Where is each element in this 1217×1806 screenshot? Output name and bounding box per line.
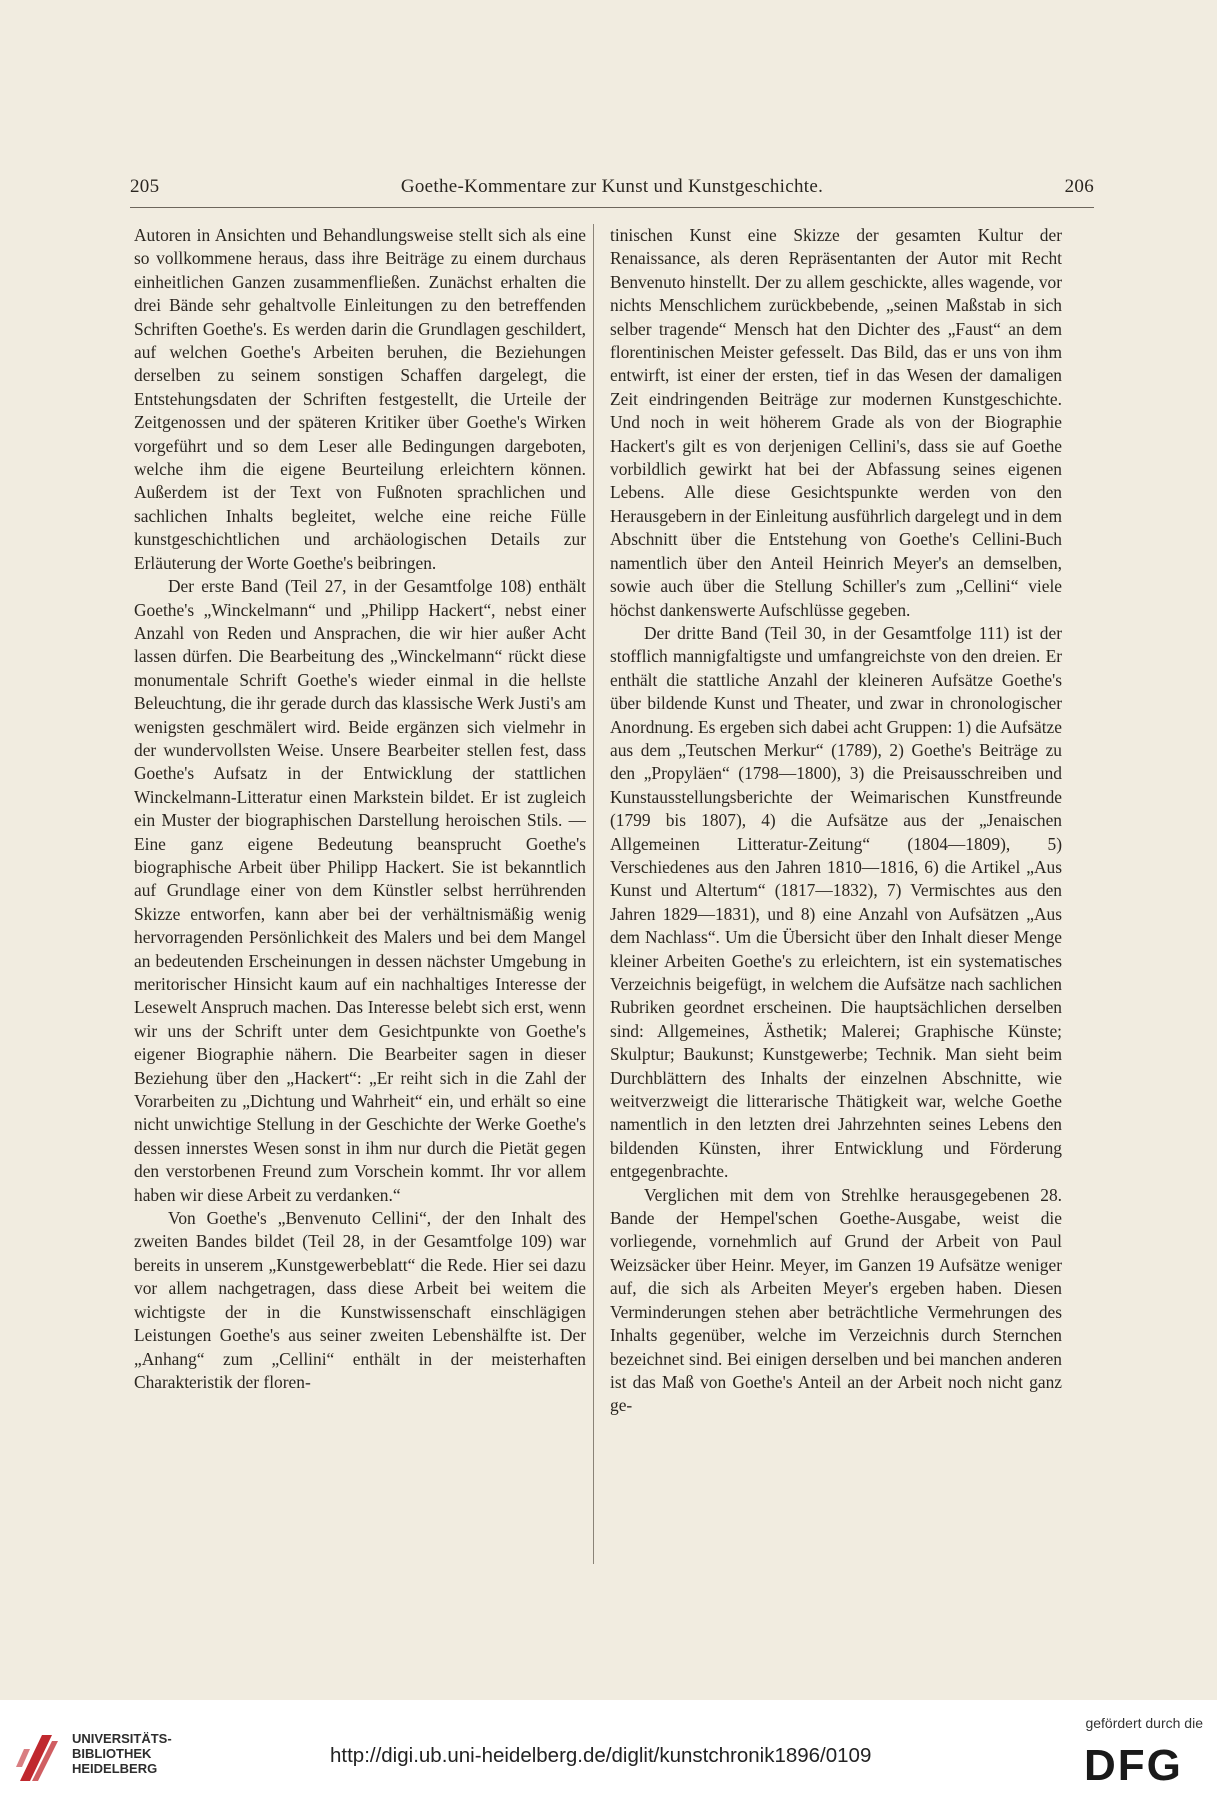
page-header [130, 176, 1094, 206]
paragraph: Von Goethe's „Benvenuto Cellini“, der den Inhalt des zweiten Bandes bildet (Teil 28, in der Gesamtfolge 109) war bereits in unserem „Kunstgewerbeblatt“ die Rede. Hier sei dazu vor allem nachgetragen, dass diese Arbeit bei weitem die wichtigste der in die Kunstwissenschaft einschlägigen Leistungen Goethe's aus seiner zweiten Lebenshälfte ist. Der „Anhang“ zum „Cellini“ enthält in der meisterhaften Charakteristik der floren- [134, 1208, 586, 1392]
paragraph: Der erste Band (Teil 27, in der Gesamtfolge 108) enthält Goethe's „Winckelmann“ und „Philipp Hackert“, nebst einer Anzahl von Reden und Ansprachen, die wir hier außer Acht lassen dürfen. Die Bearbeitung des „Winckelmann“ rückt diese monumentale Schrift Goethe's wieder einmal in die hellste Beleuchtung, die ihr gerade durch das klassische Werk Justi's am wenigsten geschmälert wird. Beide ergänzen sich vielmehr in der wundervollsten Weise. Unsere Bearbeiter stellen fest, dass Goethe's Aufsatz in der Entwicklung der stattlichen Winckelmann-Litteratur einen Markstein bildet. Er ist zugleich ein Muster der biographischen Darstellung heroischen Stils. — Eine ganz eigene Bedeutung beansprucht Goethe's biographische Arbeit über Philipp Hackert. Sie ist bekanntlich auf Grundlage einer von dem Künstler selbst herrührenden Skizze entworfen, kann aber bei der verhältnismäßig wenig hervorragenden Persönlichkeit des Malers und bei dem Mangel an bedeutenden Erscheinungen in dessen nächster Umgebung in meritorischer Hinsicht kaum auf ein nachhaltiges Interesse der Lesewelt Anspruch machen. Das Interesse belebt sich erst, wenn wir uns der Schrift unter dem Gesichtpunkte von Goethe's eigener Biographie nähern. Die Bearbeiter sagen in dieser Beziehung über den „Hackert“: „Er reiht sich in die Zahl der Vorarbeiten zu „Dichtung und Wahrheit“ ein, und erhält so eine nicht unwichtige Stellung in der Geschichte der Werke Goethe's dessen innerstes Wesen sonst in ihm nur durch die Pietät gegen den verstorbenen Freund zum Vorschein kommt. Ihr vor allem haben wir diese Arbeit zu verdanken.“ [134, 576, 586, 1205]
library-logo-icon [12, 1727, 62, 1787]
page-number-left: 205 [130, 176, 160, 197]
permalink-url[interactable]: http://digi.ub.uni-heidelberg.de/diglit/kunstchronik1896/0109 [330, 1744, 872, 1767]
dfg-logo-icon [1082, 1742, 1204, 1784]
paragraph: Autoren in Ansichten und Behandlungsweise stellt sich als eine so vollkommene heraus, dass ihre Beiträge zu einem durchaus einheitlichen Ganzen zusammenfließen. Zunächst erhalten die drei Bände sehr gehaltvolle Einleitungen zu den betreffenden Schriften Goethe's. Es werden darin die Grundlagen geschildert, auf welchen Goethe's Arbeiten beruhen, die Beziehungen derselben zu seinem sonstigen Schaffen dargelegt, die Entstehungsdaten der Schriften festgestellt, die Urteile der Zeitgenossen und der späteren Kritiker über Goethe's Wirken vorgeführt und so dem Leser alle Bedingungen dargeboten, welche ihm die eigene Beurteilung erleichtern können. Außerdem ist der Text von Fußnoten sprachlichen und sachlichen Inhalts begleitet, welche eine reiche Fülle kunstgeschichtlichen und archäologischen Details zur Erläuterung der Worte Goethe's beibringen. [134, 225, 586, 573]
funding-note: gefördert durch die [1085, 1715, 1203, 1731]
library-name [72, 1731, 172, 1776]
left-column [134, 224, 586, 1568]
library-name-line: UNIVERSITÄTS- [72, 1731, 172, 1746]
right-column [610, 224, 1062, 1568]
library-name-line: BIBLIOTHEK [72, 1746, 152, 1761]
running-title: Goethe-Kommentare zur Kunst und Kunstgeschichte. [400, 176, 824, 197]
column-divider [593, 224, 594, 1564]
page-number-right: 206 [1064, 176, 1094, 197]
paragraph: tinischen Kunst eine Skizze der gesamten Kultur der Renaissance, als deren Repräsentanten der Autor mit Recht Benvenuto hinstellt. Der zu allem geschickte, alles wagende, vor nichts Menschlichem zurückbebende, „seinen Maßstab in sich selber tragende“ Mensch hat den Dichter des „Faust“ an dem florentinischen Meister gefesselt. Das Bild, das er uns von ihm entwirft, ist einer der ersten, tief in das Wesen der damaligen Zeit eindringenden Beiträge zur modernen Kunstgeschichte. Und noch in weit höherem Grade als von der Biographie Hackert's gilt es von derjenigen Cellini's, dass sie auf Goethe vorbildlich gewirkt hat bei der Abfassung seines eigenen Lebens. Alle diese Gesichtspunkte werden von den Herausgebern in der Einleitung ausführlich dargelegt und in dem Abschnitt über die Entstehung von Goethe's Cellini-Buch namentlich über den Anteil Heinrich Meyer's an demselben, sowie auch über die Stellung Schiller's zum „Cellini“ viele höchst dankenswerte Aufschlüsse gegeben. [610, 225, 1062, 620]
paragraph: Der dritte Band (Teil 30, in der Gesamtfolge 111) ist der stofflich mannigfaltigste und umfangreichste von den dreien. Er enthält die stattliche Anzahl der kleineren Aufsätze Goethe's über bildende Kunst und Theater, und zwar in chronologischer Anordnung. Es ergeben sich dabei acht Gruppen: 1) die Aufsätze aus dem „Teutschen Merkur“ (1789), 2) Goethe's Beiträge zu den „Propyläen“ (1798—1800), 3) die Preisausschreiben und Kunstausstellungsberichte der Weimarischen Kunstfreunde (1799 bis 1807), 4) die Aufsätze aus der „Jenaischen Allgemeinen Litteratur-Zeitung“ (1804—1809), 5) Verschiedenes aus den Jahren 1810—1816, 6) die Artikel „Aus Kunst und Altertum“ (1817—1832), 7) Vermischtes aus den Jahren 1829—1831), und 8) eine Anzahl von Aufsätzen „Aus dem Nachlass“. Um die Übersicht über den Inhalt dieser Menge kleiner Arbeiten Goethe's zu erleichtern, ist ein systematisches Verzeichnis beigefügt, in welchem die Aufsätze nach sachlichen Rubriken geordnet erscheinen. Die hauptsächlichen derselben sind: Allgemeines, Ästhetik; Malerei; Graphische Künste; Skulptur; Baukunst; Kunstgewerbe; Technik. Man sieht beim Durchblättern des Inhalts der einzelnen Abschnitte, wie weitverzweigt die litterarische Thätigkeit war, welche Goethe namentlich in den letzten drei Jahrzehnten seines Lebens den bildenden Künsten, ihrer Entwicklung und Förderung entgegenbrachte. [610, 622, 1062, 1182]
library-name-line: HEIDELBERG [72, 1761, 158, 1776]
dfg-logo-text: DFG [1084, 1742, 1183, 1784]
paragraph: Verglichen mit dem von Strehlke herausgegebenen 28. Bande der Hempel'schen Goethe-Ausgabe, weist die vorliegende, vornehmlich auf Grund der Arbeit von Paul Weizsäcker über Heinr. Meyer, im Ganzen 19 Aufsätze weniger auf, die sich als Arbeiten Meyer's ergeben haben. Diesen Verminderungen stehen aber beträchtliche Vermehrungen des Inhalts gegenüber, welche im Verzeichnis durch Sternchen bezeichnet sind. Bei einigen derselben und bei manchen anderen ist das Maß von Goethe's Anteil an der Arbeit noch nicht ganz ge- [610, 1184, 1062, 1416]
header-rule [130, 207, 1094, 208]
